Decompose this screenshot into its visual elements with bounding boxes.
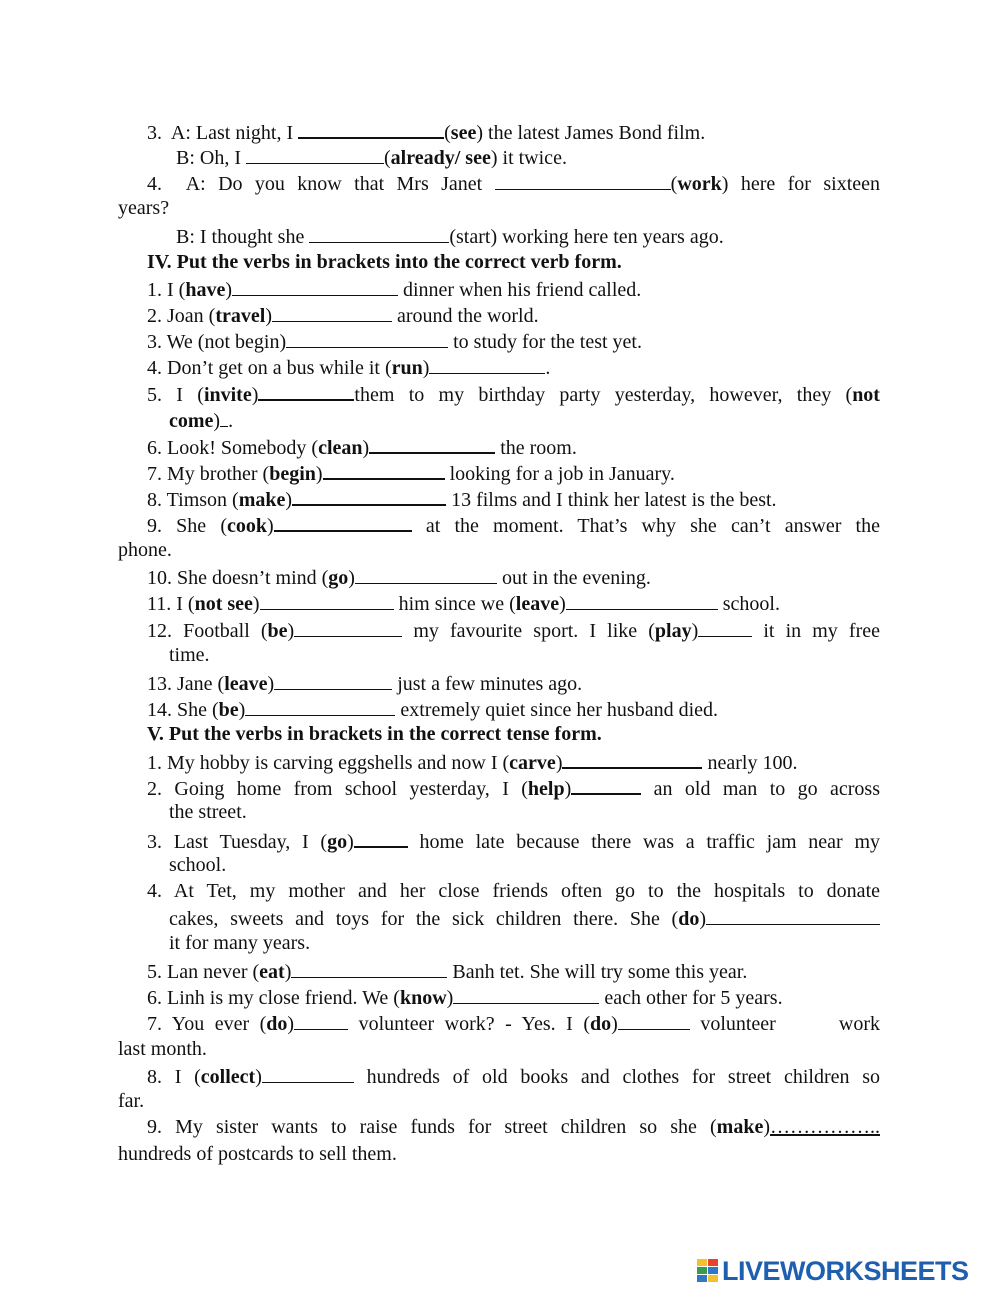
answer-blank[interactable] (286, 327, 448, 348)
verb: help (527, 778, 565, 800)
text: 9. She ( (147, 515, 227, 537)
answer-blank[interactable] (566, 589, 718, 610)
answer-blank[interactable] (571, 773, 641, 795)
text: around the world. (396, 305, 539, 327)
text: 3. Last Tuesday, I ( (147, 831, 328, 853)
text: them to my birthday party yesterday, however, they ( (354, 384, 853, 406)
text: the latest James Bond film. (488, 122, 706, 144)
answer-blank[interactable] (618, 1009, 690, 1030)
v-question-7-cont (118, 1036, 880, 1062)
exercise-4-a: 4. A: Do you know that Mrs Janet (work) here for sixteen (118, 169, 880, 195)
text: 3. We (not begin) (147, 331, 287, 353)
v-question-4 (118, 878, 880, 904)
v-question-4-line2: cakes, sweets and toys for the sick children there. She (do) (118, 904, 880, 930)
verb: go (327, 831, 348, 853)
answer-blank[interactable] (309, 222, 449, 243)
text: 4. Don’t get on a bus while it ( (147, 357, 392, 379)
text: 2. Joan ( (147, 305, 216, 327)
exercise-3-b: B: Oh, I (already/ see) it twice. (118, 143, 880, 169)
answer-blank[interactable]: …………….. (770, 1116, 880, 1138)
verb: invite (203, 384, 252, 406)
brand-name: LIVEWORKSHEETS (722, 1255, 969, 1286)
v-question-5: 5. Lan never (eat) Banh tet. She will try some this year. (118, 957, 880, 983)
section-title: IV. Put the verbs in brackets into the correct verb form. (147, 251, 622, 273)
verb: work (677, 173, 722, 195)
text: school. (169, 854, 227, 876)
text: 5. Lan never ( (147, 961, 260, 983)
answer-blank[interactable] (294, 616, 402, 637)
answer-blank[interactable] (232, 275, 398, 296)
verb: leave (515, 593, 560, 615)
verb: start (456, 226, 491, 248)
text: . (545, 357, 551, 379)
text: phone. (118, 539, 172, 561)
text: looking for a job in January. (449, 463, 675, 485)
item-number: 3. (147, 122, 162, 144)
text: 4. At Tet, my mother and her close friends often go to the hospitals to donate (147, 880, 880, 902)
answer-blank[interactable] (274, 669, 392, 690)
verb: clean (318, 437, 363, 459)
verb: carve (509, 752, 556, 774)
iv-question-8: 8. Timson (make) 13 films and I think her latest is the best. (118, 484, 880, 510)
v-question-3-cont (118, 852, 880, 878)
verb: begin (269, 463, 316, 485)
iv-question-9: 9. She (cook) at the moment. That’s why she can’t answer the (118, 510, 880, 536)
text: 13 films and I think her latest is the best. (451, 489, 777, 511)
text: extremely quiet since her husband died. (400, 699, 719, 721)
text: B: Oh, I (176, 147, 241, 169)
text: hundreds of old books and clothes for street children so (366, 1066, 880, 1088)
text: him since we ( (398, 593, 516, 615)
text: home late because there was a traffic jam near my (419, 831, 880, 853)
verb: go (328, 567, 349, 589)
text: A: Do you know that Mrs Janet (185, 173, 483, 195)
text: 7. My brother ( (147, 463, 270, 485)
answer-blank[interactable] (369, 432, 495, 454)
iv-question-13: 13. Jane (leave) just a few minutes ago. (118, 669, 880, 695)
text: 6. Linh is my close friend. We ( (147, 987, 400, 1009)
v-question-9: 9. My sister wants to raise funds for street children so she (make)…………….. (147, 1116, 880, 1138)
text: 13. Jane ( (147, 673, 225, 695)
answer-blank[interactable] (291, 957, 447, 978)
text: 12. Football ( (147, 620, 268, 642)
text: volunteer work (700, 1013, 880, 1035)
answer-blank[interactable] (706, 904, 880, 925)
text: each other for 5 years. (604, 987, 783, 1009)
text: Banh tet. She will try some this year. (452, 961, 748, 983)
section-iv-title (118, 249, 880, 275)
iv-question-10: 10. She doesn’t mind (go) out in the evening. (118, 563, 880, 589)
text: volunteer work? - Yes. I ( (358, 1013, 590, 1035)
answer-blank[interactable] (495, 169, 671, 190)
text: time. (169, 644, 210, 666)
answer-blank[interactable] (245, 695, 395, 716)
text: at the moment. That’s why she can’t answer the (425, 515, 880, 537)
v-question-3: 3. Last Tuesday, I (go) home late because there was a traffic jam near my (118, 826, 880, 852)
text: far. (118, 1090, 145, 1112)
answer-blank[interactable] (292, 484, 446, 506)
text: 1. I ( (147, 279, 186, 301)
answer-blank[interactable] (258, 379, 354, 401)
answer-blank[interactable] (323, 458, 445, 480)
v-question-7: 7. You ever (do) volunteer work? - Yes. I (do) volunteer work (118, 1009, 880, 1035)
text: 11. I ( (147, 593, 195, 615)
iv-question-2: 2. Joan (travel) around the world. (118, 301, 880, 327)
verb: collect (200, 1066, 256, 1088)
verb: have (185, 279, 226, 301)
iv-question-3 (118, 327, 880, 353)
verb: not (852, 384, 880, 406)
exercise-4-b: B: I thought she (start) working here ten years ago. (118, 222, 880, 248)
text: just a few minutes ago. (397, 673, 583, 695)
verb: be (218, 699, 239, 721)
text: dinner when his friend called. (403, 279, 642, 301)
answer-blank[interactable] (262, 1062, 354, 1083)
text: nearly 100. (707, 752, 798, 774)
answer-blank[interactable] (354, 826, 408, 848)
verb: be (267, 620, 288, 642)
v-question-8: 8. I (collect) hundreds of old books and clothes for street children so (118, 1062, 880, 1088)
iv-question-14: 14. She (be) extremely quiet since her husband died. (118, 695, 880, 721)
v-question-2: 2. Going home from school yesterday, I (help) an old man to go across (118, 773, 880, 799)
iv-question-12-cont (118, 642, 880, 668)
verb: know (399, 987, 447, 1009)
answer-blank[interactable] (698, 616, 752, 637)
answer-blank[interactable] (274, 510, 412, 532)
text: it in my free (763, 620, 880, 642)
text: the room. (500, 437, 577, 459)
verb: leave (224, 673, 268, 695)
text: last month. (118, 1038, 207, 1060)
iv-question-4: 4. Don’t get on a bus while it (run) . (118, 353, 880, 379)
v-question-4-cont (118, 930, 880, 956)
text: 14. She ( (147, 699, 219, 721)
text: it for many years. (169, 932, 311, 954)
iv-question-7: 7. My brother (begin) looking for a job in January. (118, 458, 880, 484)
verb: see (450, 122, 477, 144)
text: 10. She doesn’t mind ( (147, 567, 329, 589)
liveworksheets-brand (697, 1257, 969, 1285)
text: hundreds of postcards to sell them. (118, 1143, 397, 1165)
v-question-6: 6. Linh is my close friend. We (know) each other for 5 years. (118, 983, 880, 1009)
text: 1. My hobby is carving eggshells and now I ( (147, 752, 510, 774)
verb: make (716, 1116, 764, 1138)
verb: travel (215, 305, 266, 327)
iv-question-5: 5. I (invite) them to my birthday party yesterday, however, they (not (118, 379, 880, 405)
text: school. (722, 593, 780, 615)
text: out in the evening. (501, 567, 651, 589)
v-question-9-cont (118, 1141, 880, 1167)
v-question-2-cont (118, 799, 880, 825)
answer-blank[interactable] (453, 983, 599, 1004)
answer-blank[interactable] (246, 143, 384, 164)
text: years? (118, 197, 170, 219)
iv-question-9-cont (118, 537, 880, 563)
text: here for sixteen (740, 173, 881, 195)
verb: play (654, 620, 692, 642)
text: my favourite sport. I like ( (413, 620, 655, 642)
iv-question-6: 6. Look! Somebody (clean) the room. (118, 432, 880, 458)
exercise-4-a-cont (118, 195, 880, 221)
text: A: Last night, I (170, 122, 294, 144)
text: cakes, sweets and toys for the sick children there. She ( (169, 908, 679, 930)
verb: do (266, 1013, 288, 1035)
answer-blank[interactable] (294, 1009, 348, 1030)
text: to study for the test yet. (453, 331, 642, 353)
text: 5. I ( (147, 384, 204, 406)
item-number: 4. (147, 173, 162, 195)
verb: already/ see (390, 147, 491, 169)
text: the street. (169, 801, 247, 823)
verb: come (169, 410, 214, 432)
answer-blank[interactable] (298, 117, 444, 139)
verb: do (590, 1013, 612, 1035)
text: B: I thought she (176, 226, 305, 248)
text: 6. Look! Somebody ( (147, 437, 319, 459)
text: 9. My sister wants to raise funds for street children so she ( (147, 1116, 717, 1138)
section-v-title (118, 721, 880, 747)
iv-question-11: 11. I (not see) him since we (leave) school. (118, 589, 880, 615)
answer-blank[interactable] (260, 589, 394, 610)
verb: cook (227, 515, 267, 537)
text: 8. I ( (147, 1066, 201, 1088)
answer-blank[interactable] (429, 353, 545, 374)
verb: run (391, 357, 423, 379)
answer-blank[interactable] (272, 301, 392, 322)
v-question-1: 1. My hobby is carving eggshells and now I (carve) nearly 100. (118, 747, 880, 773)
text: it twice. (502, 147, 567, 169)
answer-blank[interactable] (355, 563, 497, 584)
text: an old man to go across (653, 778, 881, 800)
text: 8. Timson ( (147, 489, 239, 511)
v-question-8-cont (118, 1088, 880, 1114)
iv-question-12: 12. Football (be) my favourite sport. I like (play) it in my free (118, 616, 880, 642)
text: 2. Going home from school yesterday, I ( (147, 778, 528, 800)
answer-blank[interactable] (562, 747, 702, 769)
verb: do (678, 908, 700, 930)
liveworksheets-logo-icon (697, 1259, 719, 1283)
verb: make (238, 489, 286, 511)
section-title: V. Put the verbs in brackets in the correct tense form. (147, 723, 602, 745)
text: working here ten years ago. (502, 226, 724, 248)
verb: not see (194, 593, 253, 615)
text: 7. You ever ( (147, 1013, 267, 1035)
iv-question-5-cont: come) . (118, 406, 880, 432)
verb: eat (259, 961, 285, 983)
answer-blank[interactable] (220, 406, 228, 427)
iv-question-1: 1. I (have) dinner when his friend called. (118, 275, 880, 301)
exercise-3-a: 3. A: Last night, I (see) the latest James Bond film. (118, 117, 880, 143)
